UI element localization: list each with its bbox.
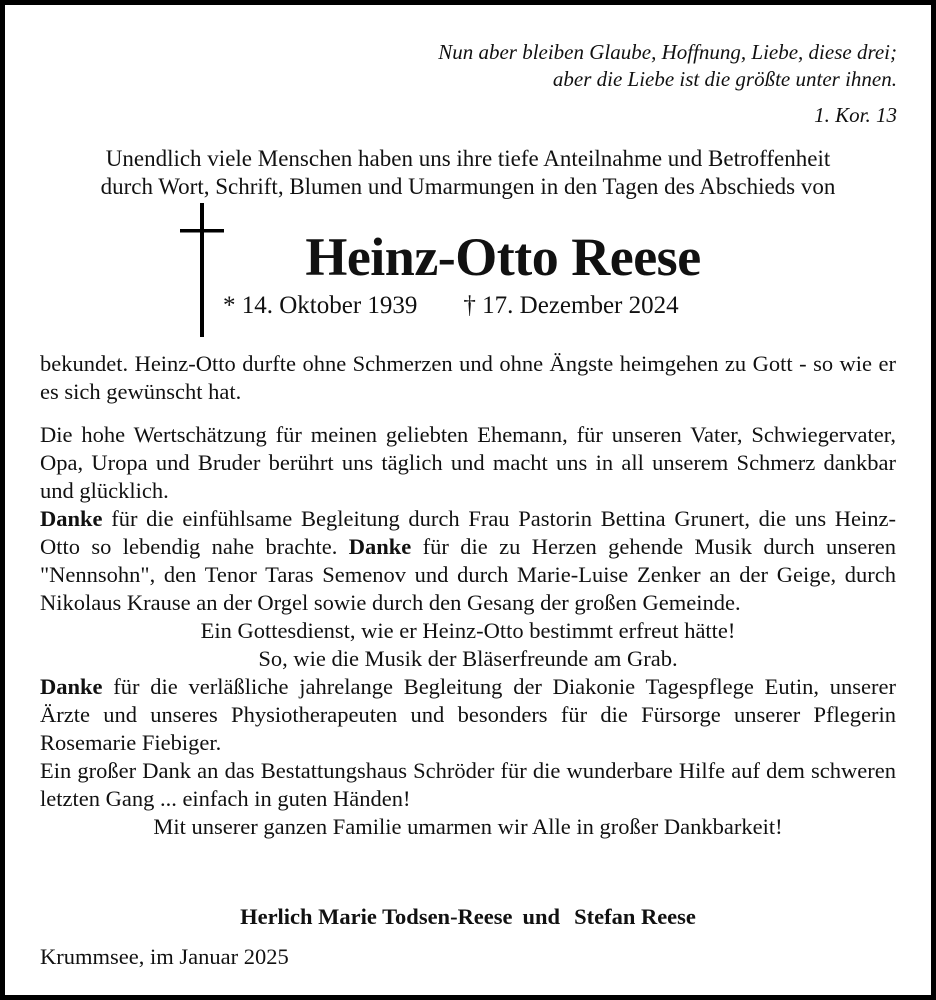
signer-2: Stefan Reese [574,904,696,929]
life-dates [223,291,679,321]
intro-line-1: Unendlich viele Menschen haben uns ihre tiefe Anteilnahme und Betroffenheit [105,146,831,171]
paragraph-danke-diakonie [40,673,896,757]
verse-line-1: Nun aber bleiben Glaube, Hoffnung, Liebe, diese drei; [438,40,897,64]
danke-label: Danke [40,506,103,531]
verse-line-2: aber die Liebe ist die größte unter ihnen. [552,67,897,91]
danke-musik-text: für die zu Herzen gehende Musik durch unseren "Nennsohn", den Tenor Taras Semenov und durch Marie-Luise Zenker an der Geige, durch Nikolaus Krause an der Orgel sowie durch den Gesang der großen Gemeinde. [40,534,896,615]
intro-text [41,145,895,201]
signer-conjunction: und [522,904,561,929]
centered-line-familie: Mit unserer ganzen Familie umarmen wir Alle in großer Dankbarkeit! [153,814,783,839]
intro-line-2: durch Wort, Schrift, Blumen und Umarmungen in den Tagen des Abschieds von [100,174,836,199]
danke-label: Danke [348,534,412,559]
place-date: Krummsee, im Januar 2025 [40,944,289,969]
paragraph-bekundet: bekundet. Heinz-Otto durfte ohne Schmerzen und ohne Ängste heimgehen zu Gott - so wie er es sich gewünscht hat. [40,351,896,404]
danke-pastorin-text: für die einfühlsame Begleitung durch Frau Pastorin Bettina Grunert, die uns Heinz-Otto so lebendig nahe brachte. [40,506,896,559]
birth-date: * 14. Oktober 1939 [223,292,418,319]
signer-1: Herlich Marie Todsen-Reese [240,904,513,929]
danke-label: Danke [40,674,103,699]
death-date: † 17. Dezember 2024 [463,292,679,319]
verse-source: 1. Kor. 13 [814,103,897,127]
deceased-name: Heinz-Otto Reese [305,227,701,287]
thanks-body [40,350,896,841]
bible-verse [438,39,897,129]
danke-diakonie-text: für die verläßliche jahrelange Begleitung der Diakonie Tagespflege Eutin, unserer Ärzte und unseres Physiotherapeuten und besonders für die Fürsorge unserer Pflegerin Rosemarie Fiebiger. [40,674,896,755]
paragraph-bestattungshaus: Ein großer Dank an das Bestattungshaus Schröder für die wunderbare Hilfe auf dem schweren letzten Gang ... einfach in guten Händen! [40,758,896,811]
paragraph-wertschaetzung: Die hohe Wertschätzung für meinen geliebten Ehemann, für unseren Vater, Schwiegervater, Opa, Uropa und Bruder berührt uns täglich und macht uns in all unserem Schmerz dankbar und glücklich. [40,422,896,503]
centered-line-blaeser: So, wie die Musik der Bläserfreunde am Grab. [258,646,678,671]
signers [5,903,931,931]
centered-line-gottesdienst: Ein Gottesdienst, wie er Heinz-Otto bestimmt erfreut hätte! [200,618,736,643]
paragraph-danke-begleitung [40,505,896,617]
